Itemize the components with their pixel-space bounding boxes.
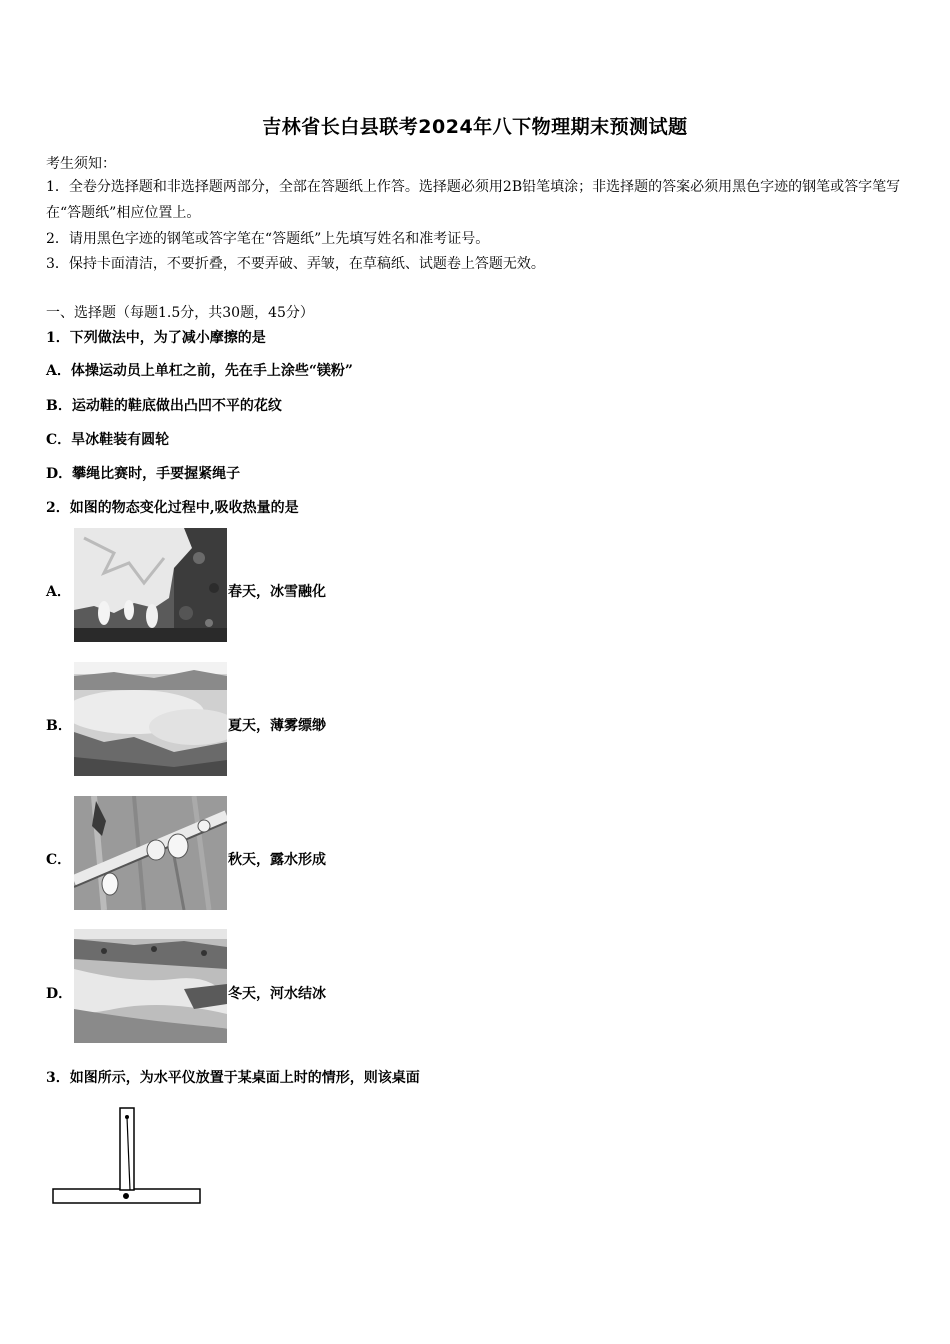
page-title: 吉林省长白县联考2024年八下物理期末预测试题 — [262, 116, 688, 138]
notice-item-3: 3．保持卡面清洁，不要折叠，不要弄破、弄皱，在草稿纸、试题卷上答题无效。 — [46, 256, 545, 272]
question-2-option-c-letter: C． — [46, 852, 72, 868]
notice-item-1: 1．全卷分选择题和非选择题两部分，全部在答题纸上作答。选择题必须用2B铅笔填涂；非选择题的答案必须用黑色字迹的钢笔或答字笔写在“答题纸”相应位置上。 — [46, 179, 901, 221]
question-2-stem: 2．如图的物态变化过程中,吸收热量的是 — [46, 500, 299, 516]
frozen-river-photo — [74, 929, 227, 1043]
notice-heading: 考生须知： — [46, 156, 116, 172]
question-2-option-b-caption: 夏天，薄雾缥缈 — [228, 718, 326, 734]
question-2-option-a-letter: A． — [46, 584, 71, 600]
question-1-option-a: A．体操运动员上单杠之前，先在手上涂些“镁粉” — [46, 363, 353, 379]
section-heading: 一、选择题（每题1.5分，共30题，45分） — [46, 305, 314, 321]
notice-item-2: 2．请用黑色字迹的钢笔或答字笔在“答题纸”上先填写姓名和准考证号。 — [46, 231, 490, 247]
question-2-option-d-caption: 冬天，河水结冰 — [228, 986, 326, 1002]
question-1-option-c: C．旱冰鞋装有圆轮 — [46, 432, 170, 448]
question-2-option-d-letter: D． — [46, 986, 73, 1002]
question-2-option-a-caption: 春天，冰雪融化 — [228, 584, 326, 600]
question-1-option-d: D．攀绳比赛时，手要握紧绳子 — [46, 466, 241, 482]
question-1-option-b: B．运动鞋的鞋底做出凸凹不平的花纹 — [46, 398, 282, 414]
question-3-stem: 3．如图所示，为水平仪放置于某桌面上时的情形，则该桌面 — [46, 1070, 420, 1086]
question-2-option-c-caption: 秋天，露水形成 — [228, 852, 326, 868]
spirit-level-diagram — [50, 1104, 210, 1218]
mist-photo — [74, 662, 227, 776]
ice-melting-photo — [74, 528, 227, 642]
question-2-option-b-letter: B． — [46, 718, 72, 734]
question-1-stem: 1．下列做法中，为了减小摩擦的是 — [46, 330, 266, 346]
dew-photo — [74, 796, 227, 910]
